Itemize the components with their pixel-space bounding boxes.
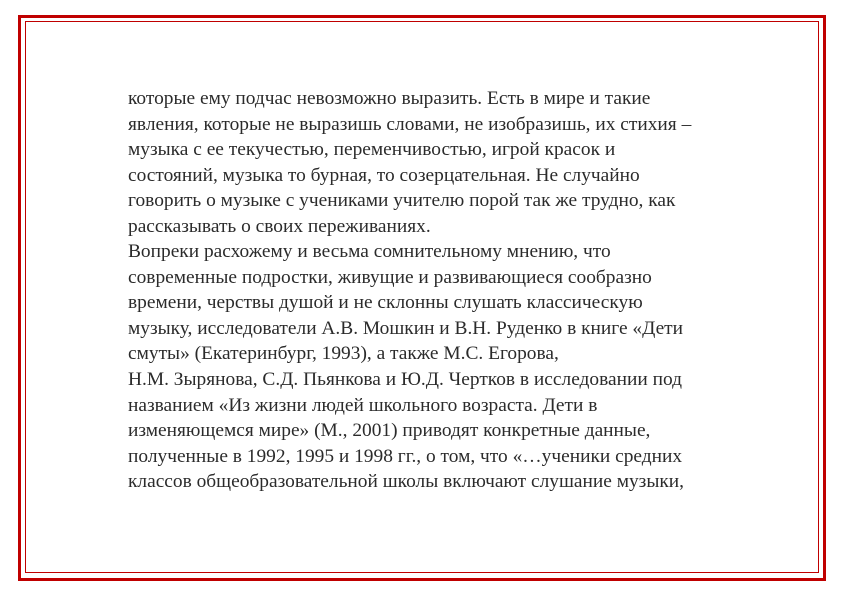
text-line: говорить о музыке с учениками учителю порой так же трудно, как (128, 190, 676, 212)
text-line: классов общеобразовательной школы включают слушание музыки, (128, 471, 685, 493)
text-line: которые ему подчас невозможно выразить. Есть в мире и такие (128, 88, 651, 109)
text-line: музыка с ее текучестью, переменчивостью, игрой красок и (128, 139, 616, 161)
text-line: изменяющемся мире» (М., 2001) приводят конкретные данные, (128, 420, 651, 442)
text-line: состояний, музыка то бурная, то созерцательная. Не случайно (128, 164, 640, 186)
text-line: рассказывать о своих переживаниях. (128, 215, 431, 237)
text-line: явления, которые не выразишь словами, не изобразишь, их стихия – (128, 113, 692, 135)
slide-body-text (128, 86, 768, 495)
text-line: смуты» (Екатеринбург, 1993), а также М.С. Егорова, (128, 343, 559, 365)
text-line: времени, черствы душой и не склонны слушать классическую (128, 292, 643, 314)
text-line: музыку, исследователи А.В. Мошкин и В.Н. Руденко в книге «Дети (128, 317, 684, 339)
text-line: Вопреки расхожему и весьма сомнительному мнению, что (128, 241, 611, 263)
text-line: современные подростки, живущие и развивающиеся сообразно (128, 266, 652, 288)
text-line: названием «Из жизни людей школьного возраста. Дети в (128, 394, 598, 416)
text-line: Н.М. Зырянова, С.Д. Пьянкова и Ю.Д. Чертков в исследовании под (128, 369, 682, 391)
text-line: полученные в 1992, 1995 и 1998 гг., о том, что «…ученики средних (128, 445, 683, 467)
